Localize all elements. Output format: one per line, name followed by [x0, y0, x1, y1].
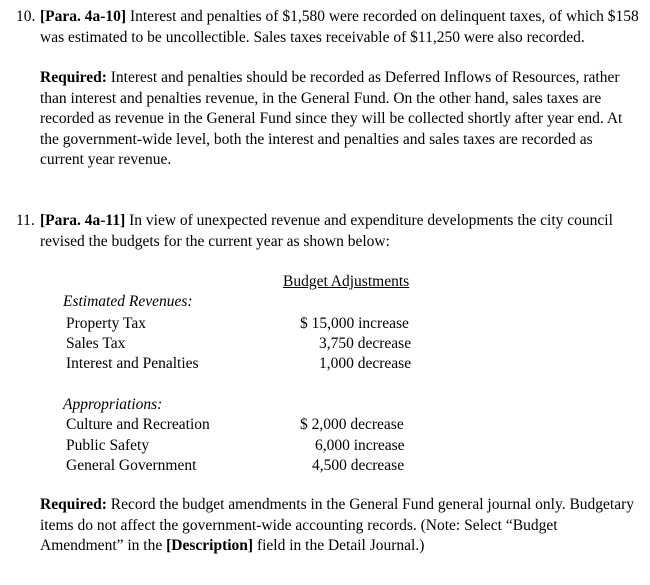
revenue-row-value: $ 15,000 increase [300, 315, 409, 332]
item-10-required-label: Required: [40, 69, 107, 86]
item-11-text [40, 211, 640, 252]
appropriation-row-name: Culture and Recreation [66, 416, 210, 433]
item-10-text [40, 7, 640, 48]
item-11-description: In view of unexpected revenue and expenditure developments the city council revised the budgets for the current year as shown below: [40, 212, 613, 250]
item-11-required-text-1: Record the budget amendments in the General Fund general journal only. Budgetary items do not affect the government-wide accounting records. (Note: Select “Budget Amendment” in the [40, 496, 635, 554]
item-11-required-text-2: field in the Detail Journal.) [253, 537, 425, 554]
appropriation-row-name: General Government [66, 457, 197, 474]
item-10-body [40, 7, 640, 171]
appropriation-row-value: 4,500 decrease [312, 457, 405, 474]
appropriations-label: Appropriations: [63, 396, 163, 413]
item-11-required-block [40, 495, 640, 557]
item-11-number: 11. [16, 212, 35, 229]
revenue-row-name: Interest and Penalties [66, 355, 199, 372]
appropriation-row-value: 6,000 increase [315, 437, 405, 454]
description-field-ref: [Description] [166, 537, 254, 554]
item-10-required [40, 68, 640, 171]
appropriation-row-value: $ 2,000 decrease [300, 416, 404, 433]
item-10-ref: [Para. 4a-10] [40, 8, 127, 25]
revenue-row-value: 3,750 decrease [319, 335, 412, 352]
item-11-required [40, 495, 640, 557]
item-11 [16, 211, 642, 581]
item-10-number: 10. [16, 8, 36, 25]
item-10-description: Interest and penalties of $1,580 were recorded on delinquent taxes, of which $158 was estimated to be uncollectible. Sales taxes receivable of $11,250 were also recorded. [40, 8, 639, 46]
revenue-row-name: Sales Tax [66, 335, 126, 352]
estimated-revenues-label: Estimated Revenues: [63, 293, 193, 310]
item-11-body [40, 211, 640, 252]
budget-adjustments-heading: Budget Adjustments [283, 273, 410, 290]
item-11-ref: [Para. 4a-11] [40, 212, 126, 229]
item-11-required-label: Required: [40, 496, 107, 513]
appropriation-row-name: Public Safety [66, 437, 150, 454]
revenue-row-name: Property Tax [66, 315, 146, 332]
revenue-row-value: 1,000 decrease [319, 355, 412, 372]
item-10-required-text: Interest and penalties should be recorded as Deferred Inflows of Resources, rather than interest and penalties revenue, in the General Fund. On the other hand, sales taxes are recorded as revenue in the General Fund since they will be collected shortly after year end. At the government-wide level, both the interest and penalties and sales taxes are recorded as current year revenue. [40, 69, 623, 168]
